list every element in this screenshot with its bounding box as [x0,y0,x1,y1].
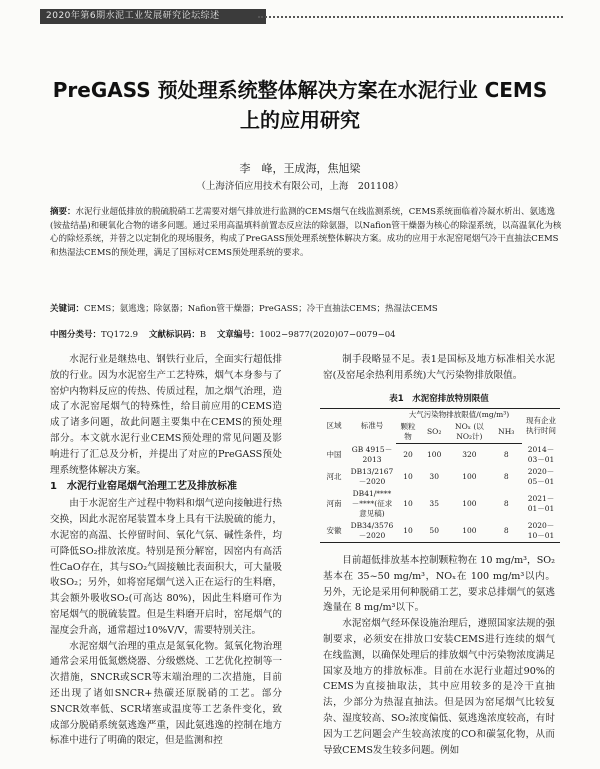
emission-limits-table [320,408,560,543]
cell-nh3: 8 [503,498,509,508]
article-title: PreGASS 预处理系统整体解决方案在水泥行业 CEMS [52,78,548,102]
cell-standard: DB34/3576－2020 [348,520,396,543]
col-header-region: 区域 [320,409,348,444]
table-row [320,466,560,488]
cell-standard: DB41/****－****(征求意见稿) [351,488,393,518]
clc-value: TQ172.9 [101,330,138,340]
cell-date: 2021－01－01 [527,493,555,513]
cell-region: 安徽 [320,520,348,543]
table-caption: 表1 水泥窑排放特別限值 [389,394,489,404]
abstract-label: 摘要： [50,207,76,217]
col-header-so2: SO₂ [420,421,448,444]
cell-pm: 10 [403,498,413,508]
cell-nox: 100 [462,471,477,481]
article-id-value: 1002−9877(2020)07−0079−04 [259,330,396,340]
header-rule [258,16,563,18]
keywords-label: 关键词： [50,304,85,314]
col-header-standard: 标准号 [348,409,396,444]
cell-so2: 50 [420,520,448,543]
paragraph: 水泥窑烟气治理的重点是氮氧化物。氮氧化物治理通常会采用低氮燃烧器、分级燃烧、工艺优化控制等一次措施，SNCR或SCR等末端治理的二次措施，目前还出现了诸如SNCR+热碳还原脱硝的工艺。部分SNCR效率低、SCR堵塞或温度等工艺条件变化，致成部分脱硝系统氨逃逸严重，因此氨逃逸的控制在地方标准中进行了明确的限定，但是监测和控 [50,640,282,747]
cell-so2: 100 [427,449,442,459]
paragraph: 水泥窑烟气经环保设施治理后，遵照国家法规的强制要求，必须安在排放口安装CEMS进行连续的烟气在线监测，以确保处理后的排放烟气中污染物浓度满足国家及地方的排放标准。目前在水泥行业超过90%的CEMS为直接抽取法，其中应用较多的是冷干直抽法，少部分为热湿直抽法。但是因为窑尾烟气比较复杂、湿度较高、SO₂浓度偏低、氨逃逸浓度较高，有时因为工艺问题会产生较高浓度的CO和碳氢化物，从而导致CEMS发生较多问题。例如 [323,618,555,756]
cell-date: 2014－03－01 [527,444,555,464]
cell-date: 2020－05－01 [527,466,555,486]
paragraph: 制手段略显不足。表1是国标及地方标准相关水泥窑(及窑尾余热利用系统)大气污染物排放限值。 [323,354,555,381]
keywords-text: CEMS；氨逃逸；除氨器；Nafion管干燥器；PreGASS；冷干直抽法CEMS；热湿法CEMS [84,304,438,314]
cell-region: 中国 [326,449,342,459]
journal-header: 2020年第6期水泥工业发展研究论坛综述 [40,9,266,24]
paragraph: 目前超低排放基本控制颗粒物在 10 mg/m³，SO₂基本在 35~50 mg/m³，NOₓ在 100 mg/m³以内。另外，无论是采用何种脱硝工艺，要求总排烟气的氨逃逸量在 8 mg/m³以下。 [323,555,555,614]
cell-standard: GB 4915－2013 [351,444,393,464]
affiliation: （上海济佰应用技术有限公司，上海 201108） [196,181,404,192]
cell-nh3: 8 [490,520,522,543]
col-header-date: 现有企业执行时间 [522,409,560,444]
left-column [50,352,282,749]
col-header-limits: 大气污染物排放限值/(mg/m³) [396,409,522,422]
paragraph: 水泥行业是继热电、钢铁行业后，全面实行超低排放的行业。因为水泥窑生产工艺特殊，烟气本身参与了窑炉内物料反应的传热、传质过程，加之烟气治理，造成了水泥窑尾烟气的特殊性，给目前应用的CEMS造成了诸多问题，故此问题主要集中在CEMS的预处理部分。本文就水泥行业CEMS预处理的常见问题及影响进行了汇总及分析，并提出了对应的PreGASS预处理系统整体解决方案。 [50,354,282,476]
cell-nox: 100 [448,520,490,543]
abstract [50,206,565,260]
keywords [50,302,565,314]
article-title-line2: 上的应用研究 [240,108,360,132]
cell-so2: 35 [429,498,439,508]
section-heading: 1 水泥行业窑尾烟气治理工艺及排放标准 [50,481,237,493]
table-row [320,520,560,543]
table-row [320,444,560,466]
cell-nox: 100 [462,498,477,508]
authors: 李 峰，王成海，焦旭梁 [239,162,361,175]
cell-standard: DB13/2167－2020 [350,466,394,486]
right-column-top [323,352,555,384]
cell-date: 2020－10－01 [522,520,560,543]
cell-nh3: 8 [503,471,509,481]
cell-region: 河南 [326,498,342,508]
col-header-nh3: NH₃ [490,421,522,444]
doc-code-label: 文献标识码： [148,330,200,340]
table-row [320,488,560,520]
cell-pm: 20 [403,449,413,459]
abstract-text: 水泥行业超低排放的脱硫脱硝工艺需要对烟气排放进行监测的CEMS烟气在线监测系统，CEMS系统面临着冷凝水析出、氨逃逸(铵盐结晶)和硬氧化合物的诸多问题。通过采用高温填料前置态反应法的除氨器，以Nafion管干燥器为核心的除湿系统，以高温氧化为核心的除烃系统，并替之以定制化的现场服务，构成了PreGASS预处理系统整体解决方案。成功的应用于水泥窑尾烟气冷干直抽法CEMS和热湿法CEMS的预处理，满足了国标对CEMS预处理系统的要求。 [50,207,562,258]
cell-nh3: 8 [503,449,509,459]
paragraph: 由于水泥窑生产过程中物料和烟气逆向接触进行热交换，因此水泥窑尾装置本身上具有干法脱硫的能力，水泥窑的高温、长停留时间、氧化气氛、碱性条件，均可降低SO₂排放浓度。特别是预分解窑，因窑内有高活性CaO存在，其与SO₂气固接触比表面积大，可大量吸收SO₂；另外，如将窑尾烟气送入正在运行的生料磨，其会额外吸收SO₂(可高达 80%)，因此生料磨可作为窑尾烟气的脱硫装置。但是生料磨开启时，窑尾烟气的湿度会升高，通常超过10%V/V，需要特别关注。 [50,498,282,636]
cell-nox: 320 [462,449,477,459]
col-header-pm: 颗粒物 [396,421,420,444]
col-header-nox: NOₓ (以NO₂计) [448,421,490,444]
article-meta [50,328,565,340]
cell-pm: 10 [396,520,420,543]
right-column-bottom [323,553,555,758]
doc-code-value: B [199,330,207,340]
cell-region: 河北 [326,471,342,481]
article-id-label: 文章编号： [216,330,260,340]
cell-pm: 10 [403,471,413,481]
cell-so2: 30 [429,471,439,481]
clc-label: 中图分类号： [50,330,102,340]
